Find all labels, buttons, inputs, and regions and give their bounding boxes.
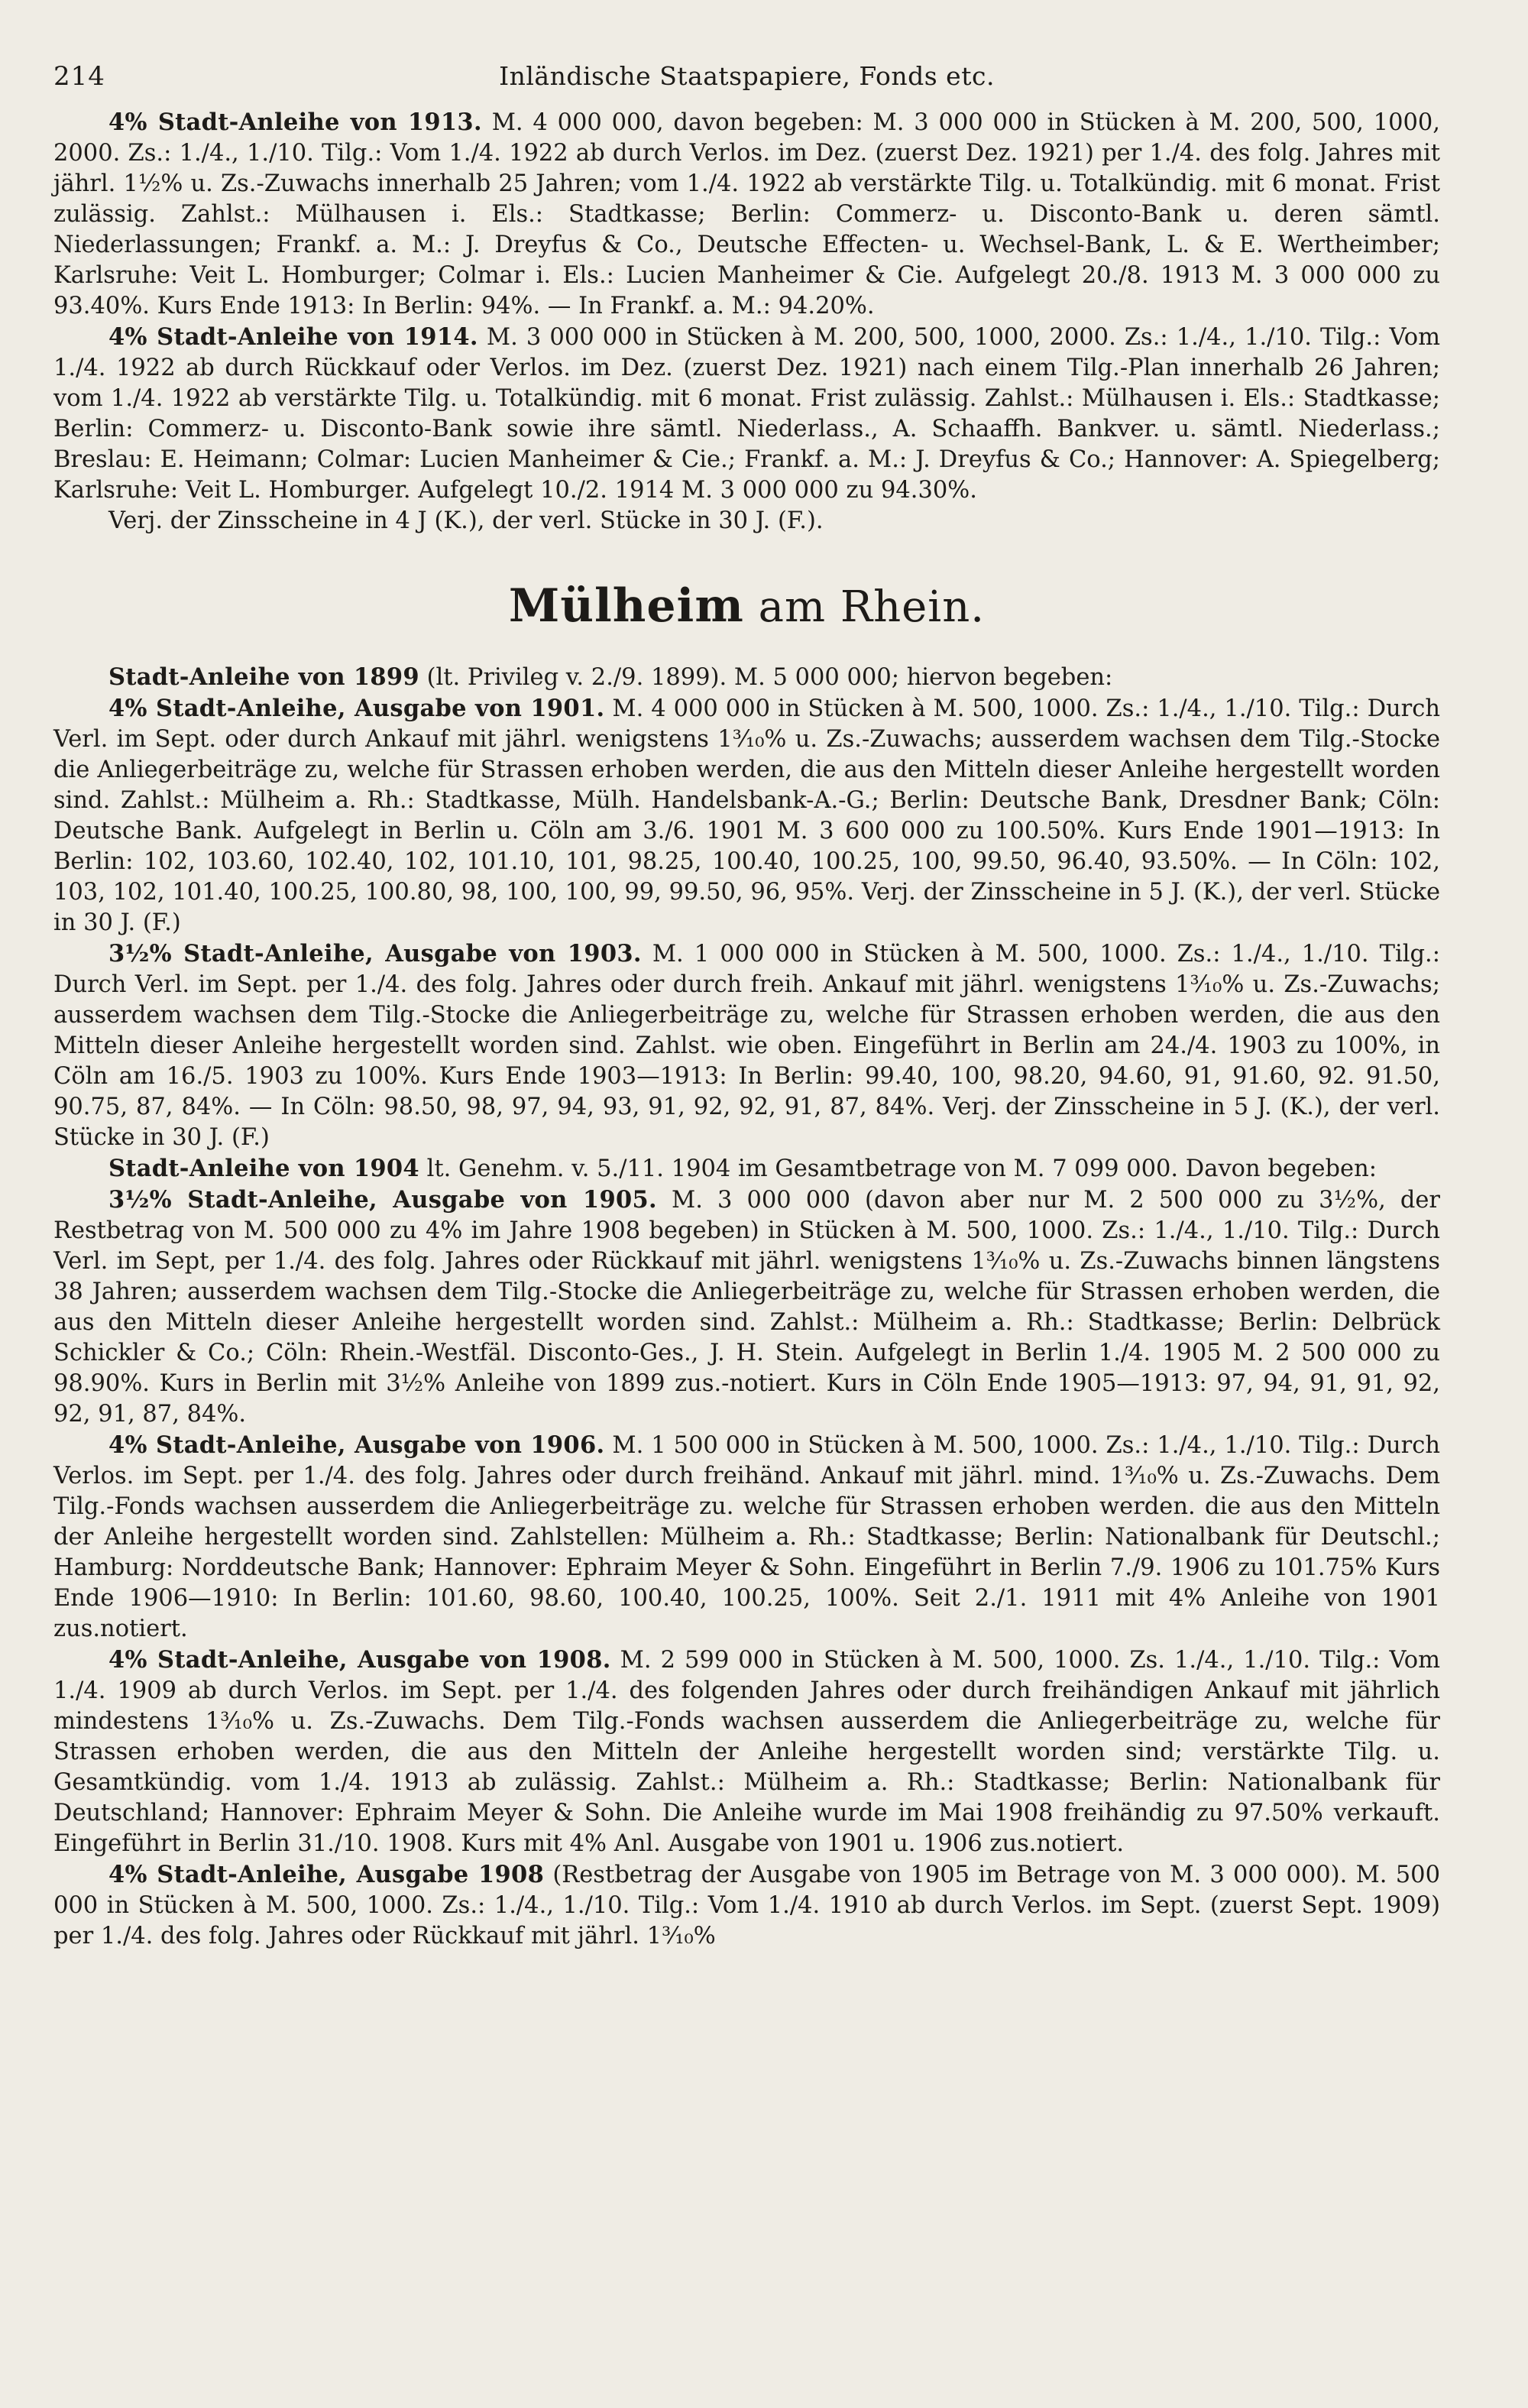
running-head: Inländische Staatspapiere, Fonds etc. bbox=[499, 61, 995, 91]
entry-title: 4% Stadt-Anleihe, Ausgabe von 1908. bbox=[108, 1646, 611, 1674]
entry-text: M. 4 000 000 in Stücken à M. 500, 1000. Zs.: 1./4., 1./10. Tilg.: Durch Verl. im Sept. oder durch Ankauf mit jährl. wenigstens 1³⁄₁₀% u. Zs.-Zuwachs; ausserdem wachsen dem Tilg.-Stocke die Anliegerbeiträge zu, welche für Strassen erhoben werden, die aus den Mitteln dieser Anleihe hergestellt worden sind. Zahlst.: Mülheim a. Rh.: Stadtkasse, Mülh. Handelsbank-A.-G.; Berlin: Deutsche Bank, Dresdner Bank; Cöln: Deutsche Bank. Aufgelegt in Berlin u. Cöln am 3./6. 1901 M. 3 600 000 zu 100.50%. Kurs Ende 1901—1913: In Berlin: 102, 103.60, 102.40, 102, 101.10, 101, 98.25, 100.40, 100.25, 100, 99.50, 96.40, 93.50%. — In Cöln: 102, 103, 102, 101.40, 100.25, 100.80, 98, 100, 100, 99, 99.50, 96, 95%. Verj. der Zinsscheine in 5 J. (K.), der verl. Stücke in 30 J. (F.) bbox=[53, 695, 1440, 936]
city-heading bbox=[53, 579, 1440, 634]
entry-title: Stadt-Anleihe von 1899 bbox=[108, 663, 419, 691]
entry-verjaehrung bbox=[53, 506, 1440, 536]
entry-title: 3½% Stadt-Anleihe, Ausgabe von 1903. bbox=[108, 940, 642, 967]
entry-1908-rest bbox=[53, 1859, 1440, 1952]
entry-1904 bbox=[53, 1153, 1440, 1185]
city-suffix: am Rhein. bbox=[758, 582, 986, 632]
entry-title: Stadt-Anleihe von 1904 bbox=[108, 1155, 419, 1182]
entry-1913 bbox=[53, 107, 1440, 322]
entry-title: 4% Stadt-Anleihe, Ausgabe 1908 bbox=[108, 1861, 545, 1888]
entry-title: 4% Stadt-Anleihe, Ausgabe von 1901. bbox=[108, 695, 605, 722]
entry-text: lt. Genehm. v. 5./11. 1904 im Gesamtbetrage von M. 7 099 000. Davon begeben: bbox=[426, 1155, 1377, 1182]
entry-1914 bbox=[53, 322, 1440, 506]
page-header bbox=[53, 61, 1440, 107]
entry-text: M. 1 000 000 in Stücken à M. 500, 1000. Zs.: 1./4., 1./10. Tilg.: Durch Verl. im Sept. per 1./4. des folg. Jahres oder durch freih. Ankauf mit jährl. wenigstens 1³⁄₁₀% u. Zs.-Zuwachs; ausserdem wachsen dem Tilg.-Stocke die Anliegerbeiträge zu, welche für Strassen erhoben werden, die aus den Mitteln dieser Anleihe hergestellt worden sind. Zahlst. wie oben. Eingeführt in Berlin am 24./4. 1903 zu 100%, in Cöln am 16./5. 1903 zu 100%. Kurs Ende 1903—1913: In Berlin: 99.40, 100, 98.20, 94.60, 91, 91.60, 92. 91.50, 90.75, 87, 84%. — In Cöln: 98.50, 98, 97, 94, 93, 91, 92, 92, 91, 87, 84%. Verj. der Zinsscheine in 5 J. (K.), der verl. Stücke in 30 J. (F.) bbox=[53, 941, 1441, 1151]
city-name: Mülheim bbox=[508, 579, 744, 633]
entry-text: Verj. der Zinsscheine in 4 J (K.), der verl. Stücke in 30 J. (F.). bbox=[108, 507, 824, 534]
entry-title: 4% Stadt-Anleihe, Ausgabe von 1906. bbox=[108, 1431, 605, 1459]
entry-title: 3½% Stadt-Anleihe, Ausgabe von 1905. bbox=[108, 1186, 657, 1214]
entry-1901 bbox=[53, 693, 1440, 938]
entry-title: 4% Stadt-Anleihe von 1913. bbox=[108, 109, 482, 136]
entry-text: (lt. Privileg v. 2./9. 1899). M. 5 000 000; hiervon begeben: bbox=[426, 664, 1113, 691]
entry-text: M. 2 599 000 in Stücken à M. 500, 1000. Zs. 1./4., 1./10. Tilg.: Vom 1./4. 1909 ab durch Verlos. im Sept. per 1./4. des folgenden Jahres oder durch freihändigen Ankauf mit jährlich mindestens 1³⁄₁₀% u. Zs.-Zuwachs. Dem Tilg.-Fonds wachsen ausserdem die Anliegerbeiträge zu, welche für Strassen erhoben werden, die aus den Mitteln der Anleihe hergestellt worden sind; verstärkte Tilg. u. Gesamtkündig. vom 1./4. 1913 ab zulässig. Zahlst.: Mülheim a. Rh.: Stadtkasse; Berlin: Nationalbank für Deutschland; Hannover: Ephraim Meyer & Sohn. Die Anleihe wurde im Mai 1908 freihändig zu 97.50% verkauft. Eingeführt in Berlin 31./10. 1908. Kurs mit 4% Anl. Ausgabe von 1901 u. 1906 zus.notiert. bbox=[53, 1647, 1440, 1857]
entry-text: M. 3 000 000 (davon aber nur M. 2 500 000 zu 3½%, der Restbetrag von M. 500 000 zu 4% im Jahre 1908 begeben) in Stücken à M. 500, 1000. Zs.: 1./4., 1./10. Tilg.: Durch Verl. im Sept, per 1./4. des folg. Jahres oder Rückkauf mit jährl. wenigstens 1³⁄₁₀% u. Zs.-Zuwachs binnen längstens 38 Jahren; ausserdem wachsen dem Tilg.-Stocke die Anliegerbeiträge zu, welche für Strassen erhoben werden, die aus den Mitteln dieser Anleihe hergestellt worden sind. Zahlst.: Mülheim a. Rh.: Stadtkasse; Berlin: Delbrück Schickler & Co.; Cöln: Rhein.-Westfäl. Disconto-Ges., J. H. Stein. Aufgelegt in Berlin 1./4. 1905 M. 2 500 000 zu 98.90%. Kurs in Berlin mit 3½% Anleihe von 1899 zus.-notiert. Kurs in Cöln Ende 1905—1913: 97, 94, 91, 91, 92, 92, 91, 87, 84%. bbox=[53, 1187, 1440, 1428]
entry-1899 bbox=[53, 662, 1440, 693]
page-number: 214 bbox=[53, 61, 105, 92]
document-page bbox=[53, 61, 1440, 1952]
entry-text: M. 4 000 000, davon begeben: M. 3 000 000 in Stücken à M. 200, 500, 1000, 2000. Zs.: 1./4., 1./10. Tilg.: Vom 1./4. 1922 ab durch Verlos. im Dez. (zuerst Dez. 1921) per 1./4. des folg. Jahres mit jährl. 1½% u. Zs.-Zuwachs innerhalb 25 Jahren; vom 1./4. 1922 ab verstärkte Tilg. u. Totalkündig. mit 6 monat. Frist zulässig. Zahlst.: Mülhausen i. Els.: Stadtkasse; Berlin: Commerz- u. Disconto-Bank u. deren sämtl. Niederlassungen; Frankf. a. M.: J. Dreyfus & Co., Deutsche Effecten- u. Wechsel-Bank, L. & E. Wertheimber; Karlsruhe: Veit L. Homburger; Colmar i. Els.: Lucien Manheimer & Cie. Aufgelegt 20./8. 1913 M. 3 000 000 zu 93.40%. Kurs Ende 1913: In Berlin: 94%. — In Frankf. a. M.: 94.20%. bbox=[53, 109, 1440, 319]
entry-title: 4% Stadt-Anleihe von 1914. bbox=[108, 323, 478, 351]
entry-1906 bbox=[53, 1430, 1440, 1645]
entry-text: M. 3 000 000 in Stücken à M. 200, 500, 1000, 2000. Zs.: 1./4., 1./10. Tilg.: Vom 1./4. 1922 ab durch Rückkauf oder Verlos. im Dez. (zuerst Dez. 1921) nach einem Tilg.-Plan innerhalb 26 Jahren; vom 1./4. 1922 ab verstärkte Tilg. u. Totalkündig. mit 6 monat. Frist zulässig. Zahlst.: Mülhausen i. Els.: Stadtkasse; Berlin: Commerz- u. Disconto-Bank sowie ihre sämtl. Niederlass., A. Schaaffh. Bankver. u. sämtl. Niederlass.; Breslau: E. Heimann; Colmar: Lucien Manheimer & Cie.; Frankf. a. M.: J. Dreyfus & Co.; Hannover: A. Spiegelberg; Karlsruhe: Veit L. Homburger. Aufgelegt 10./2. 1914 M. 3 000 000 zu 94.30%. bbox=[53, 324, 1440, 504]
entry-1903 bbox=[53, 938, 1440, 1153]
entry-text: M. 1 500 000 in Stücken à M. 500, 1000. Zs.: 1./4., 1./10. Tilg.: Durch Verlos. im Sept. per 1./4. des folg. Jahres oder durch freihänd. Ankauf mit jährl. mind. 1³⁄₁₀% u. Zs.-Zuwachs. Dem Tilg.-Fonds wachsen ausserdem die Anliegerbeiträge zu. welche für Strassen erhoben werden. die aus den Mitteln der Anleihe hergestellt worden sind. Zahlstellen: Mülheim a. Rh.: Stadtkasse; Berlin: Nationalbank für Deutschl.; Hamburg: Norddeutsche Bank; Hannover: Ephraim Meyer & Sohn. Eingeführt in Berlin 7./9. 1906 zu 101.75% Kurs Ende 1906—1910: In Berlin: 101.60, 98.60, 100.40, 100.25, 100%. Seit 2./1. 1911 mit 4% Anleihe von 1901 zus.notiert. bbox=[53, 1432, 1440, 1642]
entry-text: (Restbetrag der Ausgabe von 1905 im Betrage von M. 3 000 000). M. 500 000 in Stücken à M. 500, 1000. Zs.: 1./4., 1./10. Tilg.: Vom 1./4. 1910 ab durch Verlos. im Sept. (zuerst Sept. 1909) per 1./4. des folg. Jahres oder Rückkauf mit jährl. 1³⁄₁₀% bbox=[53, 1862, 1440, 1949]
entry-1905 bbox=[53, 1185, 1440, 1430]
entry-1908 bbox=[53, 1645, 1440, 1859]
